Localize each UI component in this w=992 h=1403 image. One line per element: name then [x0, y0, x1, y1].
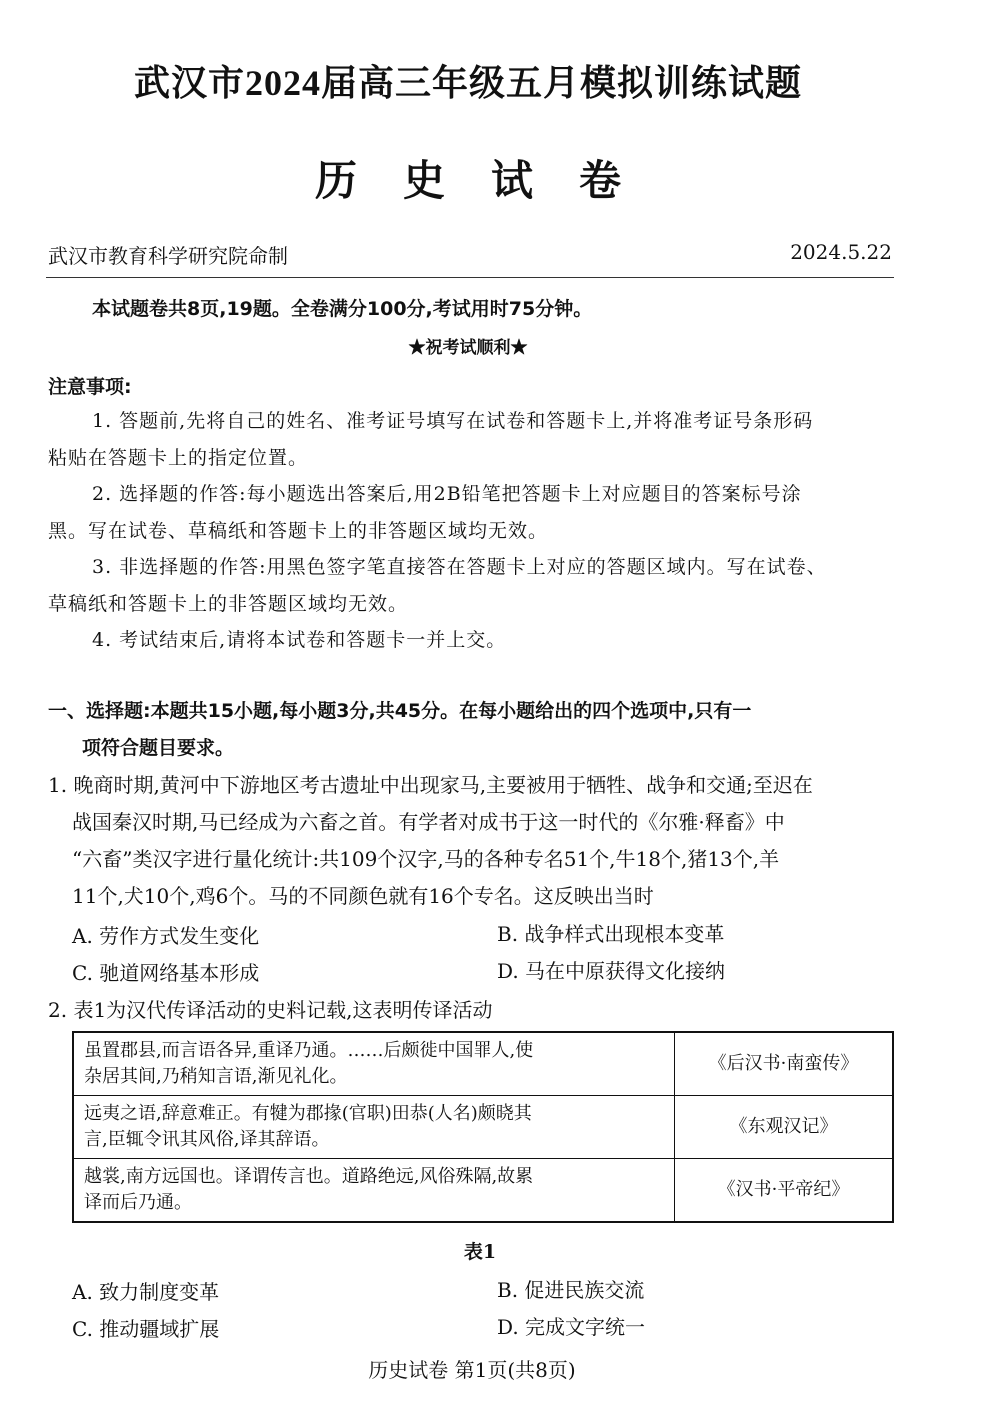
cell-line: 远夷之语,辞意难正。有犍为郡掾(官职)田恭(人名)颇晓其 — [84, 1103, 532, 1124]
q1-option-d: D. 马在中原获得文化接纳 — [497, 959, 726, 983]
source-table — [72, 1031, 894, 1223]
question-1-line: 11个,犬10个,鸡6个。马的不同颜色就有16个专名。这反映出当时 — [72, 884, 654, 908]
question-1-line: 1. 晚商时期,黄河中下游地区考古遗址中出现家马,主要被用于牺牲、战争和交通;至迟在 — [48, 773, 813, 797]
table-cell-source: 《东观汉记》 — [675, 1096, 894, 1159]
table-row — [73, 1032, 893, 1096]
cell-line: 杂居其间,乃稍知言语,渐见礼化。 — [84, 1066, 348, 1087]
section-heading: 一、选择题:本题共15小题,每小题3分,共45分。在每小题给出的四个选项中,只有一 — [48, 700, 752, 722]
q1-option-b: B. 战争样式出现根本变革 — [497, 922, 725, 946]
page-footer: 历史试卷 第1页(共8页) — [368, 1358, 576, 1382]
table-cell-source: 《后汉书·南蛮传》 — [675, 1032, 894, 1096]
q2-option-a: A. 致力制度变革 — [72, 1280, 220, 1304]
table-row — [73, 1096, 893, 1159]
exam-title: 武汉市2024届高三年级五月模拟训练试题 — [133, 63, 802, 103]
table-cell-text — [73, 1159, 675, 1223]
table-cell-source: 《汉书·平帝纪》 — [675, 1159, 894, 1223]
notice-line: 1. 答题前,先将自己的姓名、准考证号填写在试卷和答题卡上,并将准考证号条形码 — [92, 410, 814, 432]
header-divider — [46, 277, 894, 278]
notice-line: 4. 考试结束后,请将本试卷和答题卡一并上交。 — [92, 629, 507, 651]
cell-line: 言,臣辄令讯其风俗,译其辞语。 — [84, 1129, 330, 1150]
table-row — [73, 1159, 893, 1223]
issuer: 武汉市教育科学研究院命制 — [48, 244, 288, 268]
exam-summary: 本试题卷共8页,19题。全卷满分100分,考试用时75分钟。 — [92, 298, 593, 320]
cell-line: 越裳,南方远国也。译谓传言也。道路绝远,风俗殊隔,故累 — [84, 1166, 534, 1187]
notice-line: 黑。写在试卷、草稿纸和答题卡上的非答题区域均无效。 — [48, 520, 549, 542]
exam-date: 2024.5.22 — [790, 240, 892, 264]
notice-line: 3. 非选择题的作答:用黑色签字笔直接答在答题卡上对应的答题区域内。写在试卷、 — [92, 556, 827, 578]
table-caption: 表1 — [463, 1241, 497, 1263]
notice-heading: 注意事项: — [48, 376, 132, 398]
cell-line: 虽置郡县,而言语各异,重译乃通。……后颇徙中国罪人,使 — [84, 1040, 534, 1061]
q2-option-b: B. 促进民族交流 — [497, 1278, 645, 1302]
q2-option-c: C. 推动疆域扩展 — [72, 1317, 220, 1341]
question-2-stem: 2. 表1为汉代传译活动的史料记载,这表明传译活动 — [48, 998, 493, 1022]
question-1-line: “六畜”类汉字进行量化统计:共109个汉字,马的各种专名51个,牛18个,猪13个,羊 — [72, 847, 780, 871]
notice-line: 粘贴在答题卡上的指定位置。 — [48, 447, 309, 469]
q2-option-d: D. 完成文字统一 — [497, 1315, 646, 1339]
table-cell-text — [73, 1032, 675, 1096]
notice-line: 2. 选择题的作答:每小题选出答案后,用2B铅笔把答题卡上对应题目的答案标号涂 — [92, 483, 802, 505]
cell-line: 译而后乃通。 — [84, 1192, 192, 1213]
section-heading-cont: 项符合题目要求。 — [82, 737, 235, 759]
question-1-line: 战国秦汉时期,马已经成为六畜之首。有学者对成书于这一时代的《尔雅·释畜》中 — [72, 810, 785, 834]
good-luck-line: ★祝考试顺利★ — [408, 338, 528, 358]
q1-option-a: A. 劳作方式发生变化 — [72, 924, 260, 948]
table-cell-text — [73, 1096, 675, 1159]
subject-title: 历史试卷 — [314, 156, 667, 205]
q1-option-c: C. 驰道网络基本形成 — [72, 961, 260, 985]
notice-line: 草稿纸和答题卡上的非答题区域均无效。 — [48, 593, 409, 615]
